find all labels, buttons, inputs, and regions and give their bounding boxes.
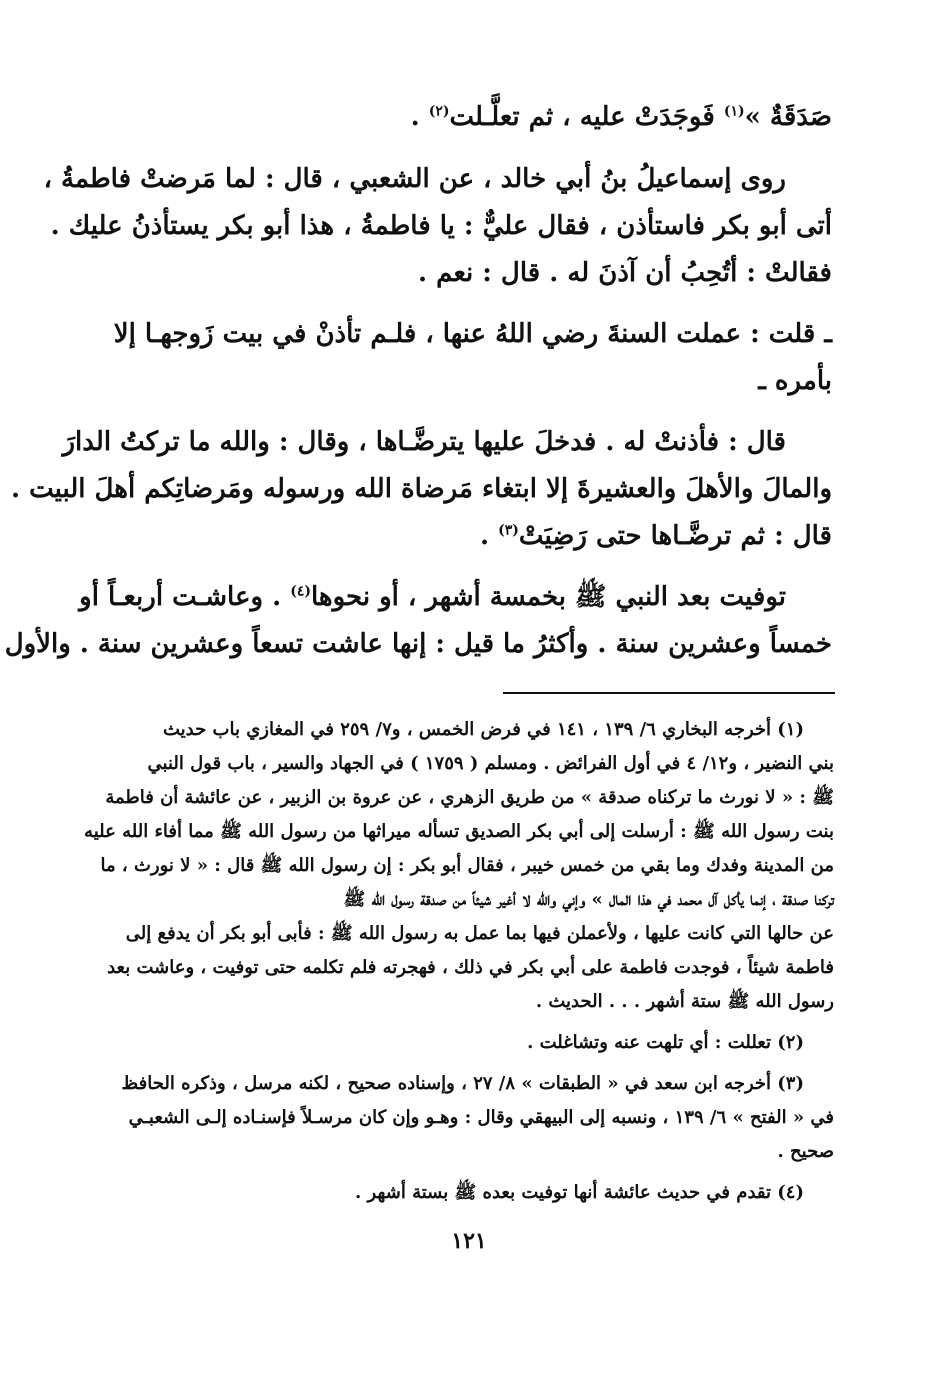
footnote-ref-4[interactable]: (٤) <box>290 583 311 600</box>
footnote-ref-3[interactable]: (٣) <box>498 522 519 539</box>
text-run: صَدَقَةٌ » <box>744 102 832 132</box>
footnote-ref-1[interactable]: (١) <box>723 103 745 120</box>
paragraph-1 <box>148 92 832 142</box>
footnotes <box>84 706 834 1210</box>
footnote-3 <box>121 1067 834 1169</box>
footnote-line: (٣) أخرجه ابن سعد في « الطبقات » ٨/ ٢٧ ، وإسناده صحيح ، لكنه مرسل ، وذكره الحافظ <box>121 1073 804 1094</box>
footnote-line: (١) أخرجه البخاري ٦/ ١٣٩ ، ١٤١ في فرض الخمس ، و٧/ ٢٥٩ في المغازي باب حديث <box>162 719 804 740</box>
paragraph-2 <box>43 156 832 297</box>
text-run: فَوجَدَتْ عليه ، ثم تعلَّـلت <box>449 102 724 132</box>
paragraph-5 <box>4 574 832 668</box>
text-line <box>148 92 832 142</box>
footnote-4 <box>160 1176 834 1210</box>
footnote-line: (٢) تعللت : أي تلهت عنه وتشاغلت . <box>527 1032 804 1053</box>
footnote-line: رسول الله ﷺ ستة أشهر . . . الحديث . <box>535 991 834 1012</box>
text-line: قال : فأذنتْ له . فدخلَ عليها يترضَّـاها ، وقال : والله ما تركتُ الدارَ <box>62 427 786 457</box>
text-run: . <box>410 102 429 132</box>
footnote-line: من المدينة وفدك وما بقي من خمس خيبر ، فقال أبو بكر : إن رسول الله ﷺ قال : « لا نورث ، ما <box>100 855 834 876</box>
text-line: فقالتْ : أتُحِبُ أن آذنَ له . قال : نعم . <box>418 258 832 288</box>
text-line: خمساً وعشرين سنة . وأكثرُ ما قيل : إنها عاشت تسعاً وعشرين سنة . والأول <box>4 629 832 659</box>
text-line: بأمره ـ <box>758 366 832 396</box>
text-line <box>148 513 832 560</box>
text-run: توفيت بعد النبي ﷺ بخمسة أشهر ، أو نحوها <box>310 582 786 612</box>
footnote-line: صحيح . <box>777 1141 834 1162</box>
text-line: روى إسماعيلُ بنُ أبي خالد ، عن الشعبي ، قال : لما مَرضتْ فاطمةُ ، <box>43 164 786 194</box>
footnote-2 <box>160 1026 834 1060</box>
text-line <box>79 574 832 621</box>
main-text <box>4 92 832 668</box>
text-line: ـ قلت : عملت السنةَ رضي اللهُ عنها ، فلـم تأذنْ في بيت زَوجهـا إلا <box>113 319 832 349</box>
text-line: والمالَ والأهلَ والعشيرةَ إلا ابتغاء مَرضاة الله ورسوله ومَرضاتِكم أهلَ البيت . <box>11 474 832 504</box>
footnote-line: ﷺ : « لا نورث ما تركناه صدقة » من طريق الزهري ، عن عروة بن الزبير ، عن عائشة أن فاطمة <box>105 787 834 808</box>
footnote-line: (٤) تقدم في حديث عائشة أنها توفيت بعده ﷺ بستة أشهر . <box>354 1182 804 1203</box>
text-run: . <box>480 521 499 551</box>
footnote-separator <box>503 692 835 694</box>
text-run: قال : ثم ترضَّـاها حتى رَضِيَتْ <box>518 521 832 551</box>
footnote-line: في « الفتح » ٦/ ١٣٩ ، ونسبه إلى البيهقي وقال : وهـو وإن كان مرسـلاً فإسنـاده إلـى الشعبـي <box>128 1107 834 1128</box>
footnote-line: تركنا صدقة ، إنما يأكل آل محمد في هذا المال » وإني والله لا أغير شيئاً من صدقة رسول الله ﷺ <box>343 889 834 910</box>
footnote-line: فاطمة شيئاً ، فوجدت فاطمة على أبي بكر في ذلك ، فهجرته فلم تكلمه حتى توفيت ، وعاشت بعد <box>107 957 834 978</box>
text-run: . وعاشـت أربعـاً أو <box>79 582 291 612</box>
text-line: أتى أبو بكر فاستأذن ، فقال عليٌّ : يا فاطمةُ ، هذا أبو بكر يستأذنُ عليك . <box>50 211 832 241</box>
paragraph-3 <box>113 311 832 405</box>
footnote-line: بنت رسول الله ﷺ : أرسلت إلى أبي بكر الصديق تسأله ميراثها من رسول الله ﷺ مما أفاء الله عليه <box>84 821 834 842</box>
paragraph-4 <box>11 419 832 560</box>
footnote-line: بني النضير ، و١٢/ ٤ في أول الفرائض . ومسلم ( ١٧٥٩ ) في الجهاد والسير ، باب قول النبي <box>147 753 834 774</box>
footnote-ref-2[interactable]: (٢) <box>428 103 450 120</box>
footnote-1 <box>84 713 834 1019</box>
footnote-line: عن حالها التي كانت عليها ، ولأعملن فيها بما عمل به رسول الله ﷺ : فأبى أبو بكر أن يدفع إلى <box>125 923 834 944</box>
page-number: ١٢١ <box>451 1228 487 1254</box>
